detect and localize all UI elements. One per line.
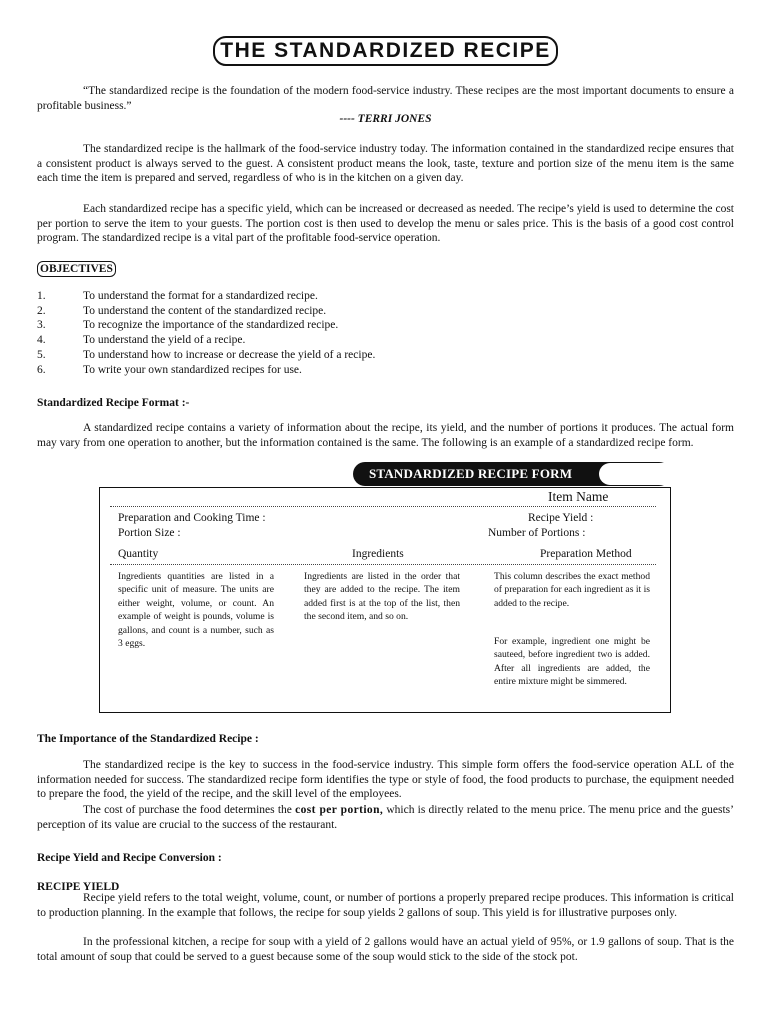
form-tab	[353, 462, 671, 486]
quantity-description: Ingredients quantities are listed in a specific unit of measure. The units are either weight, volume, or count. An example of weight is pounds, volume is gallons, and count is a number, such as 3 eggs.	[118, 571, 274, 650]
yield-heading: Recipe Yield and Recipe Conversion :	[37, 852, 222, 864]
col-quantity-header: Quantity	[118, 548, 159, 560]
quote-attribution: ---- TERRI JONES	[339, 113, 432, 126]
list-item: 3. To recognize the importance of the standardized recipe.	[37, 319, 339, 332]
ingredients-description: Ingredients are listed in the order that they are added to the recipe. The item added first is at the top of the list, then the second item, and so on.	[304, 571, 460, 623]
method-description-2: For example, ingredient one might be sauteed, before ingredient two is added. After all ingredients are added, the entire mixture might be simmered.	[494, 636, 650, 688]
list-item: 5. To understand how to increase or decrease the yield of a recipe.	[37, 348, 376, 361]
format-heading: Standardized Recipe Format :-	[37, 397, 190, 409]
objectives-list	[37, 289, 734, 377]
list-item: 4. To understand the yield of a recipe.	[37, 334, 246, 347]
format-paragraph: A standardized recipe contains a variety of information about the recipe, its yield, and the number of portions it produces. The actual form may vary from one operation to another, but the information contained is the same. The following is an example of a standardized recipe form.	[37, 422, 734, 449]
col-method-header: Preparation Method	[540, 548, 632, 560]
importance-paragraph-1: The standardized recipe is the key to success in the food-service industry. This simple form offers the food-service operation ALL of the information needed for success. The standardized recipe form identifies the type or style of food, the food products to purchase, the equipment needed to prepare the food, the yield of the recipe, and the skill level of the employees.	[37, 759, 734, 801]
form-tab-pill	[599, 463, 673, 485]
prep-time-label: Preparation and Cooking Time :	[118, 512, 266, 524]
quote-text: “The standardized recipe is the foundation of the modern food-service industry. These recipes are the most important documents to ensure a profitable business.”	[37, 85, 734, 112]
method-description-1: This column describes the exact method of preparation for each ingredient as it is added to the recipe.	[494, 571, 650, 609]
num-portions-label: Number of Portions :	[488, 527, 586, 539]
recipe-yield-label: Recipe Yield :	[528, 512, 594, 524]
cost-per-portion-bold: cost per portion,	[295, 804, 384, 816]
page-title: THE STANDARDIZED RECIPE	[213, 36, 557, 66]
col-ingredients-header: Ingredients	[352, 548, 404, 560]
importance-paragraph-2: The cost of purchase the food determines the cost per portion, which is directly related to the menu price. The menu price and the guests’ perception of its value are crucial to the success of the restaurant.	[37, 804, 734, 831]
quote-block	[37, 84, 734, 125]
yield-paragraph-2: In the professional kitchen, a recipe for soup with a yield of 2 gallons would have an actual yield of 95%, or 1.9 gallons of soup. That is the total amount of soup that could be served to a guest because some of the soup would stick to the side of the stock pot.	[37, 936, 734, 963]
importance-heading: The Importance of the Standardized Recipe :	[37, 733, 259, 745]
yield-paragraph-1: Recipe yield refers to the total weight, volume, count, or number of portions a properly prepared recipe produces. This information is critical to production planning. In the example that follows, the recipe for soup yields 2 gallons of soup. This yield is for illustrative purposes only.	[37, 892, 734, 919]
header-dotted-line	[110, 564, 656, 565]
list-item: 2. To understand the content of the standardized recipe.	[37, 304, 327, 317]
list-item: 6. To write your own standardized recipes for use.	[37, 363, 302, 376]
objectives-heading: OBJECTIVES	[37, 261, 116, 277]
item-name-dotted-line	[110, 506, 656, 507]
recipe-form-box	[99, 487, 671, 713]
title-wrap	[37, 36, 734, 66]
portion-size-label: Portion Size :	[118, 527, 181, 539]
form-tab-label: STANDARDIZED RECIPE FORM	[369, 466, 573, 481]
objectives-heading-wrap	[37, 259, 734, 277]
intro-paragraph-1: The standardized recipe is the hallmark of the food-service industry today. The information contained in the standardized recipe ensures that a consistent product is always served to the guest. A consistent product means the look, taste, texture and portion size of the menu item is the same each time the item is prepared and served, regardless of who is in the kitchen on a given day.	[37, 143, 734, 185]
list-item: 1. To understand the format for a standardized recipe.	[37, 290, 318, 302]
yield-subheading: RECIPE YIELD	[37, 881, 120, 893]
item-name-label: Item Name	[548, 489, 609, 504]
intro-paragraph-2: Each standardized recipe has a specific yield, which can be increased or decreased as needed. The recipe’s yield is used to determine the cost per portion to serve the item to your guests. The portion cost is then used to develop the menu or sales price. This is the basis of a good cost control program. The standardized recipe is a vital part of the profitable food-service operation.	[37, 203, 734, 245]
